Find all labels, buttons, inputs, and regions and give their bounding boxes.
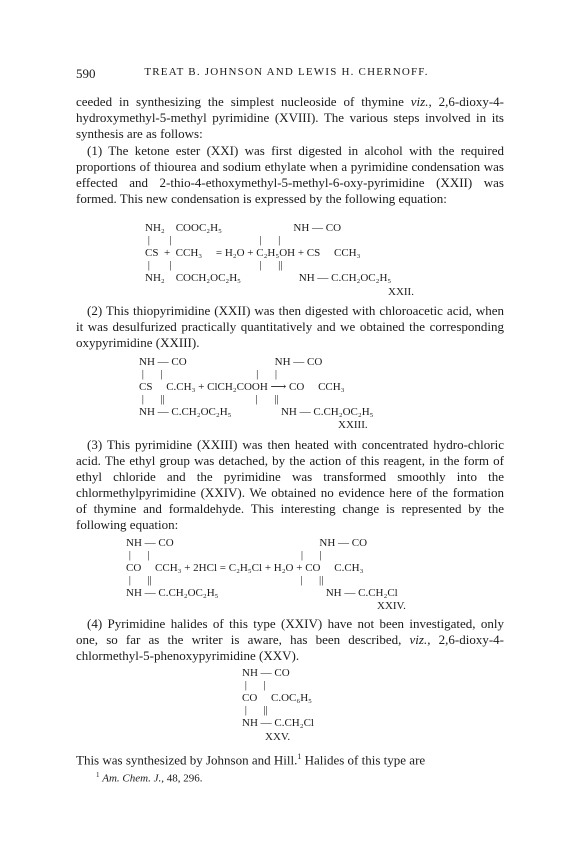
reaction-2-label: XXIII. bbox=[338, 419, 368, 431]
paragraph-step-2: (2) This thiopyrimidine (XXII) was then digested with chloroacetic acid, when it was desulfurized practically quantitatively and we obtained the corresponding oxypyrimidine (XXIII). bbox=[76, 303, 504, 350]
reaction-4-label: XXV. bbox=[265, 731, 291, 743]
reaction-4-diagram: NH — CO | | CO C.OC₆H₅ | || NH — C.CH₂Cl bbox=[242, 667, 314, 729]
reaction-2-diagram: NH — CO NH — CO | | | | CS C.CH₃ + ClCH₂COOH ⟶ CO CCH₃ | || | || NH — C.CH₂OC₂H₅ NH — C.CH₂OC₂H₅ bbox=[139, 356, 374, 418]
page-number: 590 bbox=[76, 66, 96, 81]
reaction-3-label: XXIV. bbox=[377, 600, 406, 612]
footnote-journal: Am. Chem. J. bbox=[102, 772, 162, 785]
footnote-ref: 1 bbox=[297, 752, 302, 761]
footnote: $^1$ Am. Chem. J., 48, 296. bbox=[96, 771, 203, 785]
paragraph-step-4: (4) Pyrimidine halides of this type (XXIV) have not been investigated, only one, so far as the writer is aware, has been described, viz., 2,6-dioxy-4-chlormethyl-5-phenoxypyrimidine (XXV). bbox=[76, 616, 504, 663]
paragraph-step-1: (1) The ketone ester (XXI) was first digested in alcohol with the required proportions of thiourea and sodium ethylate when a pyrimidine condensation was effected and 2-thio-4-ethoxymethyl-5-methyl-6-oxy-pyrimidine (XXII) was formed. This new condensation is expressed by the following equation: bbox=[76, 143, 504, 206]
reaction-3-diagram: NH — CO NH — CO | | | | CO CCH₃ + 2HCl = C₂H₅Cl + H₂O + CO C.CH₃ | || | || NH — C.CH₂OC₂H₅ NH — C.CH₂Cl bbox=[126, 537, 398, 599]
paragraph-intro: ceeded in synthesizing the simplest nucleoside of thymine viz., 2,6-dioxy-4-hydroxymethyl-5-methyl pyrimidine (XVIII). The various steps involved in its synthesis are as follows: bbox=[76, 94, 504, 141]
reaction-1-label: XXII. bbox=[388, 286, 414, 298]
paragraph-step-3: (3) This pyrimidine (XXIII) was then heated with concentrated hydro-chloric acid. The ethyl group was detached, by the action of this reagent, in the form of ethyl chloride and the pyrimidine was transformed smoothly into the chlormethylpyrimidine (XXIV). We obtained no evidence here of the formation of thymine and formaldehyde. This interesting change is represented by the following equation: bbox=[76, 437, 504, 532]
paragraph-closing: This was synthesized by Johnson and Hill.$^1$ Halides of this type are bbox=[76, 752, 426, 768]
running-head: TREAT B. JOHNSON AND LEWIS H. CHERNOFF. bbox=[144, 66, 429, 78]
reaction-1-diagram: NH₂ COOC₂H₅ NH — CO | | | | CS + CCH₃ = H₂O + C₂H₅OH + CS CCH₃ | | | || NH₂ COCH₂OC₂H₅ NH — C.CH₂OC₂H₅ bbox=[145, 222, 392, 284]
